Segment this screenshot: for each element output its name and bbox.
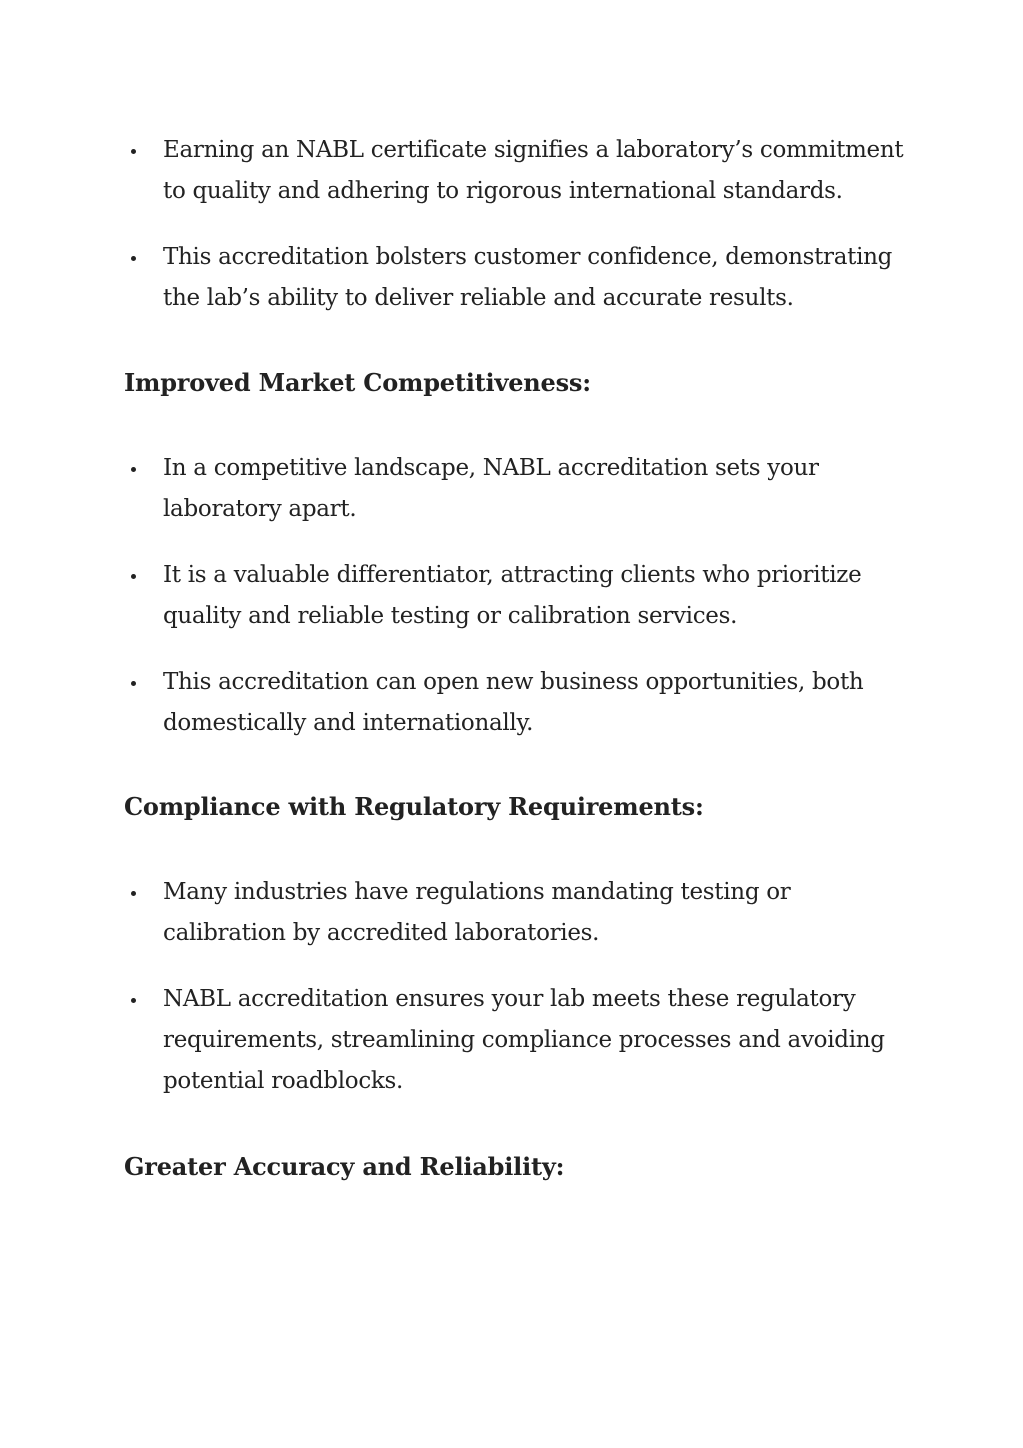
bullet-icon [131,149,136,154]
section-heading-compliance: Compliance with Regulatory Requirements: [124,792,704,821]
list-item [124,555,904,637]
bullet-icon [131,467,136,472]
list-item [124,130,904,212]
bullet-icon [131,681,136,686]
bullet-icon [131,891,136,896]
bullet-icon [131,574,136,579]
list-item-text: This accreditation can open new business opportunities, both domestically and internationally. [163,669,864,736]
list-item-text: In a competitive landscape, NABL accreditation sets your laboratory apart. [163,455,819,522]
section-heading-accuracy: Greater Accuracy and Reliability: [124,1152,565,1181]
bullet-icon [131,998,136,1003]
list-item-text: NABL accreditation ensures your lab meets these regulatory requirements, streamlining compliance processes and avoiding potential roadblocks. [163,986,885,1094]
section-heading-market: Improved Market Competitiveness: [124,368,591,397]
list-item [124,872,904,954]
market-section [124,448,904,744]
list-item [124,979,904,1102]
compliance-section [124,872,904,1102]
intro-bullet-list [124,130,904,319]
bullet-icon [131,256,136,261]
list-item-text: Earning an NABL certificate signifies a laboratory’s commitment to quality and adhering to rigorous international standards. [163,137,904,204]
list-item [124,662,904,744]
list-item-text: This accreditation bolsters customer confidence, demonstrating the lab’s ability to deliver reliable and accurate results. [163,244,893,311]
intro-section [124,130,904,319]
compliance-bullet-list [124,872,904,1102]
list-item [124,448,904,530]
list-item-text: Many industries have regulations mandating testing or calibration by accredited laboratories. [163,879,791,946]
market-bullet-list [124,448,904,744]
list-item-text: It is a valuable differentiator, attracting clients who prioritize quality and reliable testing or calibration services. [163,562,862,629]
list-item [124,237,904,319]
